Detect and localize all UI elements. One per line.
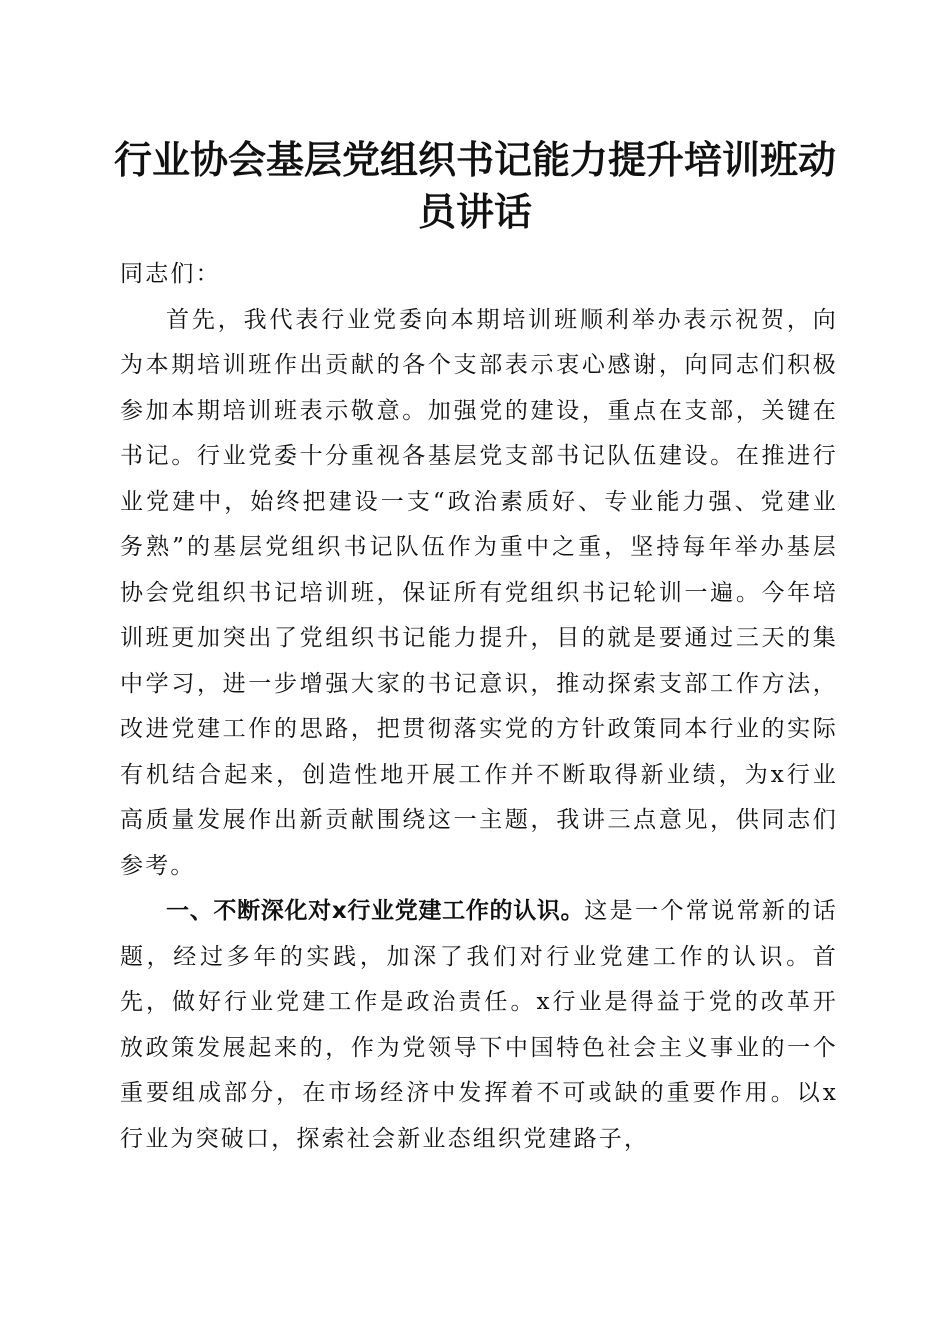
salutation: 同志们： (120, 261, 221, 287)
paragraph-section-1 (120, 889, 838, 1162)
section-1-text: 这是一个常说常新的话题，经过多年的实践，加深了我们对行业党建工作的认识。首先，做好行业党建工作是政治责任。x行业是得益于党的改革开放政策发展起来的，作为党领导下中国特色社会主义事业的一个重要组成部分，在市场经济中发挥着不可或缺的重要作用。以x行业为突破口，探索社会新业态组织党建路子， (120, 898, 839, 1152)
paragraph-opening: 首先，我代表行业党委向本期培训班顺利举办表示祝贺，向为本期培训班作出贡献的各个支部表示衷心感谢，向同志们积极参加本期培训班表示敬意。加强党的建设，重点在支部，关键在书记。行业党委十分重视各基层党支部书记队伍建设。在推进行业党建中，始终把建设一支“政治素质好、专业能力强、党建业务熟”的基层党组织书记队伍作为重中之重，坚持每年举办基层协会党组织书记培训班，保证所有党组织书记轮训一遍。今年培训班更加突出了党组织书记能力提升，目的就是要通过三天的集中学习，进一步增强大家的书记意识，推动探索支部工作方法，改进党建工作的思路，把贯彻落实党的方针政策同本行业的实际有机结合起来，创造性地开展工作并不断取得新业绩，为x行业高质量发展作出新贡献围绕这一主题，我讲三点意见，供同志们参考。 (120, 306, 838, 879)
document-title: 行业协会基层党组织书记能力提升培训班动员讲话 (113, 137, 836, 234)
document-body (120, 252, 838, 1162)
section-1-heading: 一、不断深化对x行业党建工作的认识。 (166, 898, 585, 924)
